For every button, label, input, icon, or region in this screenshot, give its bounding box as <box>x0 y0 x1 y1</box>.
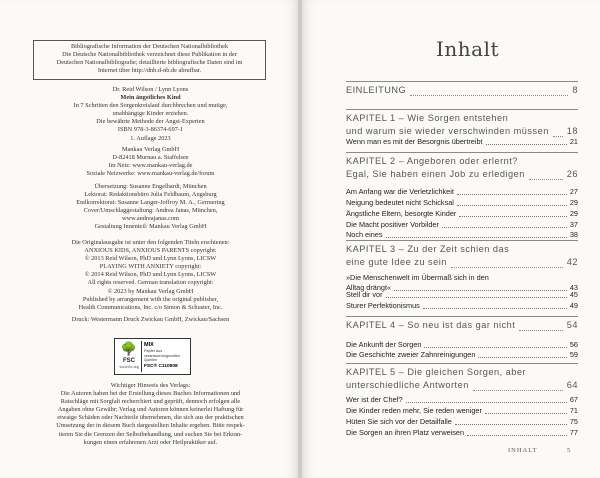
chapter-title: KAPITEL 4 – So neu ist das gar nicht <box>346 320 516 330</box>
entry-title: Sturer Perfektionismus <box>346 301 420 310</box>
fsc-logo-text: FSC <box>123 358 135 364</box>
chapter-title: EINLEITUNG <box>346 85 407 95</box>
entry-title: Neigung bedeutet nicht Schicksal <box>346 198 454 207</box>
fsc-label <box>114 338 191 375</box>
original-line: All rights reserved. German translation copyright: <box>87 279 214 287</box>
leader-dots <box>457 205 567 206</box>
toc-entry <box>346 137 578 147</box>
entry-title: Ängstliche Eltern, besorgte Kinder <box>346 209 457 218</box>
chapter-page: 26 <box>566 169 578 179</box>
entry-page: 21 <box>569 137 578 146</box>
toc-entry <box>346 340 578 350</box>
page-title: Inhalt <box>436 37 500 61</box>
chapter-page: 64 <box>566 380 578 390</box>
entry-page: 56 <box>569 340 578 349</box>
chapter-title: KAPITEL 3 – Zu der Zeit schien das <box>346 244 510 254</box>
publisher-info <box>33 146 268 178</box>
toc-entry <box>346 428 578 438</box>
dnb-notice-box <box>33 40 266 80</box>
chapter-rule <box>346 152 578 153</box>
toc-entry <box>346 220 578 230</box>
toc-entry <box>346 198 578 208</box>
entry-page: 67 <box>569 395 578 404</box>
leader-dots <box>386 297 567 298</box>
leader-dots <box>473 390 563 391</box>
book-subtitle: In 7 Schritten den Sorgenkreislauf durchbrechen und mutige, <box>73 102 228 110</box>
leader-dots <box>459 216 567 217</box>
leader-dots <box>442 227 567 228</box>
leader-dots <box>410 95 568 96</box>
book-gutter <box>298 0 302 478</box>
original-line: Die Originalausgabe ist unter den folgenden Titeln erschienen: <box>71 239 230 246</box>
original-line: Health Communications, Inc. c/o Simon & Schuster, Inc. <box>78 303 223 311</box>
notice-line: Angaben ohne Gewähr; Verlag und Autoren können keinerlei Haftung für <box>57 406 244 414</box>
chapter-title: KAPITEL 2 – Angeboren oder erlernt? <box>346 156 518 166</box>
toc-entry <box>346 273 578 283</box>
original-line: © 2014 Reid Wilson, PhD und Lynn Lyons, LICSW <box>84 271 217 279</box>
chapter-rule <box>346 109 578 110</box>
isbn: ISBN 978-3-86374-697-1 <box>117 126 184 134</box>
chapter-heading <box>346 244 578 257</box>
chapter-heading <box>346 113 578 126</box>
leader-dots <box>457 194 567 195</box>
book-info <box>33 86 268 143</box>
dnb-line: Internet über http://dnb.d-nb.de abrufbar. <box>97 66 202 74</box>
fsc-mix: MIX <box>144 342 154 348</box>
original-line: ANXIOUS KIDS, ANXIOUS PARENTS copyright: <box>84 247 217 255</box>
toc-entry <box>346 406 578 416</box>
entry-page: 45 <box>569 290 578 299</box>
toc-entry <box>346 187 578 197</box>
entry-page: 29 <box>569 209 578 218</box>
chapter-title: unterschiedliche Antworten <box>346 380 469 390</box>
chapter-heading <box>346 85 578 98</box>
chapter-title: eine gute Idee zu sein <box>346 257 447 267</box>
book-title: Mein ängstliches Kind <box>120 94 181 102</box>
running-footer-label: INHALT <box>508 447 538 454</box>
book-subtitle-cont: unabhängige Kinder erziehen. <box>112 110 189 118</box>
toc-entry <box>346 417 578 427</box>
toc-entry <box>346 395 578 405</box>
chapter-rule <box>346 363 578 364</box>
credits <box>33 183 268 232</box>
chapter-title: und warum sie wieder verschwinden müssen <box>346 126 549 136</box>
notice-line: etwaige Schäden oder Nachteile übernehmen, die sich aus der praktischen <box>57 414 244 422</box>
fsc-logo <box>117 341 142 372</box>
credit-line: Endkorrektorat: Susanne Langer-Joffroy M. A., Germering <box>76 199 225 207</box>
chapter-heading <box>346 156 578 169</box>
chapter-rule <box>346 240 578 241</box>
entry-title: Stell dir vor <box>346 290 383 299</box>
entry-page: 29 <box>569 198 578 207</box>
publisher-notice <box>33 382 268 447</box>
entry-title: Die Kinder reden mehr, Sie reden weniger <box>346 406 482 415</box>
chapter-heading <box>346 320 578 333</box>
edition: 1. Auflage 2023 <box>130 134 171 142</box>
credit-line: Cover/Umschlaggestaltung: Andrea Janas, München, <box>83 207 218 215</box>
entry-title: Die Macht positiver Vorbilder <box>346 220 439 229</box>
entry-title: Noch eines <box>346 230 383 239</box>
leader-dots <box>455 424 567 425</box>
leader-dots <box>406 402 567 403</box>
notice-line: Ratschläge mit Sorgfalt recherchiert und geprüft, dennoch erfolgen alle <box>60 398 241 406</box>
chapter-heading <box>346 380 578 393</box>
tree-icon: 🌳 <box>120 341 138 356</box>
leader-dots <box>485 413 567 414</box>
toc-entry <box>346 290 578 300</box>
credit-line: www.andreajanas.com <box>122 215 179 223</box>
chapter-title: Egal, Sie haben einen Job zu erledigen <box>346 169 525 179</box>
print-info: Druck: Westermann Druck Zwickau GmbH, Zwickau/Sachsen <box>71 316 230 323</box>
entry-page: 43 <box>569 283 578 292</box>
original-line: Published by arrangement with the original publisher, <box>82 295 219 303</box>
chapter-page: 54 <box>566 320 578 330</box>
entry-page: 49 <box>569 301 578 310</box>
notice-line: tieren Sie die Grenzen der Selbstbehandlung, und suchen Sie bei Erkran- <box>58 430 243 438</box>
chapter-rule <box>346 81 578 82</box>
authors: Dr. Reid Wilson / Lynn Lyons <box>112 86 189 93</box>
entry-title: Hüten Sie sich vor der Detailfalle <box>346 417 452 426</box>
book-tagline: Die bewährte Methode der Angst-Experten <box>96 118 205 126</box>
entry-title: Die Ankunft der Sorgen <box>346 340 422 349</box>
entry-title: Wer ist der Chef? <box>346 395 403 404</box>
entry-page: 75 <box>569 417 578 426</box>
dnb-line: Die Deutsche Nationalbibliothek verzeichnet diese Publikation in der <box>62 50 237 58</box>
publisher-address: D-82418 Murnau a. Staffelsee <box>112 154 189 162</box>
toc-entry <box>346 301 578 311</box>
toc-entry <box>346 230 578 240</box>
entry-title: Die Geschichte zweier Zahnreinigungen <box>346 350 476 359</box>
entry-page: 59 <box>569 350 578 359</box>
chapter-title: KAPITEL 1 – Wie Sorgen entstehen <box>346 113 509 123</box>
chapter-page: 42 <box>566 257 578 267</box>
notice-line: Die Autoren haben bei der Erstellung dieses Buches Informationen und <box>60 390 241 398</box>
entry-title: Alltag drängt« <box>346 283 392 292</box>
chapter-rule <box>346 316 578 317</box>
notice-line: kungen einen erfahrenen Arzt oder Heilpraktiker auf. <box>83 438 218 446</box>
leader-dots <box>386 237 567 238</box>
entry-title: Am Anfang war die Verletzlichkeit <box>346 187 454 196</box>
credit-line: Lektorat: Redaktionsbüro Julia Feldbaum, Augsburg <box>84 191 217 199</box>
entry-page: 38 <box>569 230 578 239</box>
entry-page: 37 <box>569 220 578 229</box>
original-line: © 2023 by Mankau Verlag GmbH <box>107 287 194 295</box>
entry-title: »Die Menschenwelt im Übermaß sich in den <box>346 273 489 282</box>
toc-entry <box>346 350 578 360</box>
leader-dots <box>424 347 567 348</box>
credit-line: Gestaltung Innenteil: Mankau Verlag GmbH <box>94 223 207 231</box>
leader-dots <box>451 267 563 268</box>
chapter-heading <box>346 367 578 380</box>
toc-entry <box>346 209 578 219</box>
chapter-page: 8 <box>572 85 578 95</box>
entry-page: 71 <box>569 406 578 415</box>
fsc-subtitle: Papier aus verantwortungsvollen Quellen <box>144 349 180 362</box>
publisher-social: Soziale Netzwerke: www.mankau-verlag.de/forum <box>86 170 215 178</box>
chapter-heading <box>346 169 578 182</box>
entry-title: Wenn man es mit der Besorgnis übertreibt <box>346 137 483 146</box>
original-line: PLAYING WITH ANXIETY copyright: <box>99 263 202 271</box>
leader-dots <box>467 435 567 436</box>
notice-line: Umsetzung der in diesem Buch dargestellten Inhalte ergeben. Bitte respek- <box>56 422 245 430</box>
entry-page: 27 <box>569 187 578 196</box>
leader-dots <box>478 357 567 358</box>
notice-heading: Wichtiger Hinweis des Verlags: <box>110 382 191 389</box>
leader-dots <box>486 144 567 145</box>
original-edition <box>33 239 268 312</box>
original-line: © 2013 Reid Wilson, PhD und Lynn Lyons, LICSW <box>84 255 217 263</box>
leader-dots <box>423 308 567 309</box>
dnb-line: Bibliografische Information der Deutschen Nationalbibliothek <box>70 43 229 50</box>
fsc-site: www.fsc.org <box>119 365 139 369</box>
entry-page: 77 <box>569 428 578 437</box>
credit-line: Übersetzung: Susanne Engelhardt, München <box>94 183 207 190</box>
fsc-code: FSC® C110508 <box>144 363 178 369</box>
chapter-title: KAPITEL 5 – Die gleichen Sorgen, aber <box>346 367 527 377</box>
leader-dots <box>519 330 563 331</box>
leader-dots <box>529 179 563 180</box>
chapter-page: 18 <box>566 126 578 136</box>
page-number: 5 <box>567 447 572 454</box>
dnb-line: Deutschen Nationalbibliografie; detaillierte bibliografische Daten sind im <box>56 58 243 66</box>
publisher-name: Mankau Verlag GmbH <box>121 146 180 153</box>
entry-title: Die Sorgen an ihren Platz verweisen <box>346 428 465 437</box>
chapter-heading <box>346 257 578 270</box>
publisher-web: Im Netz: www.mankau-verlag.de <box>108 162 193 170</box>
